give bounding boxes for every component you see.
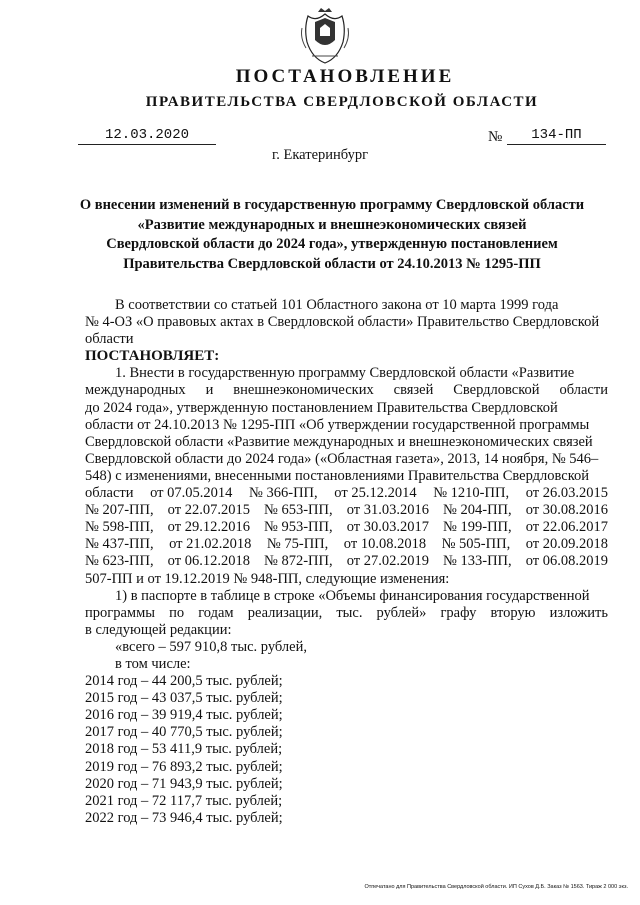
text-fragment: и	[205, 382, 214, 399]
text-fragment: внешнеэкономических	[233, 382, 374, 399]
item1-line	[85, 519, 608, 536]
financing-year: 2016 год – 39 919,4 тыс. рублей;	[85, 707, 283, 724]
financing-year: 2020 год – 71 943,9 тыс. рублей;	[85, 775, 283, 792]
text-fragment: по	[169, 604, 185, 621]
text-fragment: от 31.03.2016	[346, 502, 429, 519]
item1-line	[85, 553, 608, 570]
text-fragment: от 20.09.2018	[525, 536, 608, 553]
text-fragment: № 653-ПП,	[264, 502, 333, 519]
subject-line: О внесении изменений в государственную программу Свердловской области	[79, 197, 585, 213]
item1-line	[85, 382, 608, 399]
text-fragment: № 598-ПП,	[85, 519, 154, 536]
text-fragment: от 25.12.2014	[334, 485, 417, 502]
preamble-line	[85, 314, 608, 331]
text-fragment: от 07.05.2014	[150, 485, 233, 502]
financing-year: 2014 год – 44 200,5 тыс. рублей;	[85, 673, 283, 690]
text-fragment: № 4-ОЗ «О правовых актах в Свердловской области» Правительство Свердловской	[85, 314, 600, 331]
financing-year: 2015 год – 43 037,5 тыс. рублей;	[85, 690, 283, 707]
text-fragment: от 29.12.2016	[167, 519, 250, 536]
text-fragment: вторую	[490, 604, 536, 621]
coat-of-arms-emblem	[298, 8, 352, 66]
preamble-line: области	[85, 331, 134, 348]
item1-line: 507-ПП и от 19.12.2019 № 948-ПП, следующие изменения:	[85, 570, 450, 587]
text-fragment: № 505-ПП,	[441, 536, 511, 553]
financing-year: 2017 год – 40 770,5 тыс. рублей;	[85, 724, 283, 741]
text-fragment: № 207-ПП,	[85, 502, 154, 519]
text-fragment: от 10.08.2018	[343, 536, 427, 553]
financing-total: «всего – 597 910,8 тыс. рублей,	[115, 638, 307, 655]
text-fragment: от 26.03.2015	[525, 485, 608, 502]
text-fragment: В соответствии со статьей 101 Областного закона от 10 марта 1999 года	[115, 297, 559, 313]
text-fragment: № 366-ПП,	[249, 485, 318, 502]
decree-keyword: ПОСТАНОВЛЯЕТ:	[85, 348, 220, 365]
text-fragment: от 30.03.2017	[346, 519, 429, 536]
item1-line: Свердловской области «Развитие международных и внешнеэкономических связей	[85, 433, 593, 450]
city: г. Екатеринбург	[271, 147, 369, 163]
preamble-line	[85, 297, 608, 314]
text-fragment: изложить	[549, 604, 608, 621]
item1-line	[85, 485, 608, 502]
decree-date: 12.03.2020	[78, 127, 216, 145]
decree-subject	[62, 196, 602, 274]
text-fragment: реализации,	[247, 604, 323, 621]
item1-line: 1. Внести в государственную программу Свердловской области «Развитие	[115, 365, 575, 382]
text-fragment: № 1210-ПП,	[433, 485, 510, 502]
subject-line: Свердловской области до 2024 года», утвержденную постановлением	[106, 236, 558, 252]
decree-number: 134-ПП	[507, 127, 606, 145]
print-footer: Отпечатано для Правительства Свердловской области. ИП Сухов Д.Б. Заказ № 1563. Тираж 2 000 экз.	[364, 884, 628, 890]
text-fragment: № 437-ПП,	[85, 536, 154, 553]
text-fragment: № 953-ПП,	[264, 519, 333, 536]
text-fragment: связей	[393, 382, 434, 399]
financing-year: 2018 год – 53 411,9 тыс. рублей;	[85, 741, 283, 758]
text-fragment: № 204-ПП,	[443, 502, 512, 519]
item1-line: области от 24.10.2013 № 1295-ПП «Об утверждении государственной программы	[85, 416, 590, 433]
subitem1-line: 1) в паспорте в таблице в строке «Объемы финансирования государственной	[115, 587, 590, 604]
financing-year: 2022 год – 73 946,4 тыс. рублей;	[85, 809, 283, 826]
text-fragment: области	[559, 382, 608, 399]
text-fragment: от 06.08.2019	[525, 553, 608, 570]
document-title: ПОСТАНОВЛЕНИЕ	[235, 66, 455, 87]
subitem1-line	[85, 605, 608, 622]
text-fragment: № 623-ПП,	[85, 553, 154, 570]
text-fragment: от 06.12.2018	[167, 553, 250, 570]
decree-number-label: №	[488, 129, 503, 145]
text-fragment: от 30.08.2016	[525, 502, 608, 519]
financing-including: в том числе:	[115, 655, 191, 672]
text-fragment: от 21.02.2018	[169, 536, 252, 553]
decree-body	[85, 297, 608, 827]
text-fragment: области	[85, 485, 134, 502]
text-fragment: № 133-ПП,	[443, 553, 512, 570]
text-fragment: от 22.07.2015	[167, 502, 250, 519]
text-fragment: тыс.	[336, 604, 363, 621]
item1-line: до 2024 года», утвержденную постановлением Правительства Свердловской	[85, 399, 558, 416]
item1-line	[85, 502, 608, 519]
text-fragment: № 199-ПП,	[443, 519, 512, 536]
subject-line: Правительства Свердловской области от 24.10.2013 № 1295-ПП	[123, 255, 541, 272]
text-fragment: программы	[85, 604, 155, 621]
text-fragment: от 22.06.2017	[525, 519, 608, 536]
text-fragment: от 27.02.2019	[346, 553, 429, 570]
financing-year: 2019 год – 76 893,2 тыс. рублей;	[85, 758, 283, 775]
subject-line: «Развитие международных и внешнеэкономических связей	[137, 216, 527, 233]
issuing-authority: ПРАВИТЕЛЬСТВА СВЕРДЛОВСКОЙ ОБЛАСТИ	[145, 94, 539, 110]
text-fragment: рублей»	[376, 604, 427, 621]
item1-line	[85, 536, 608, 553]
item1-line: Свердловской области до 2024 года» («Областная газета», 2013, 14 ноября, № 546–	[85, 450, 599, 467]
financing-year: 2021 год – 72 117,7 тыс. рублей;	[85, 792, 283, 809]
text-fragment: годам	[198, 604, 234, 621]
text-fragment: международных	[85, 382, 186, 399]
subitem1-line: в следующей редакции:	[85, 621, 232, 638]
text-fragment: Свердловской	[453, 382, 540, 399]
text-fragment: № 75-ПП,	[266, 536, 329, 553]
item1-line: 548) с изменениями, внесенными постановлениями Правительства Свердловской	[85, 467, 590, 484]
text-fragment: № 872-ПП,	[264, 553, 333, 570]
text-fragment: графу	[440, 604, 477, 621]
